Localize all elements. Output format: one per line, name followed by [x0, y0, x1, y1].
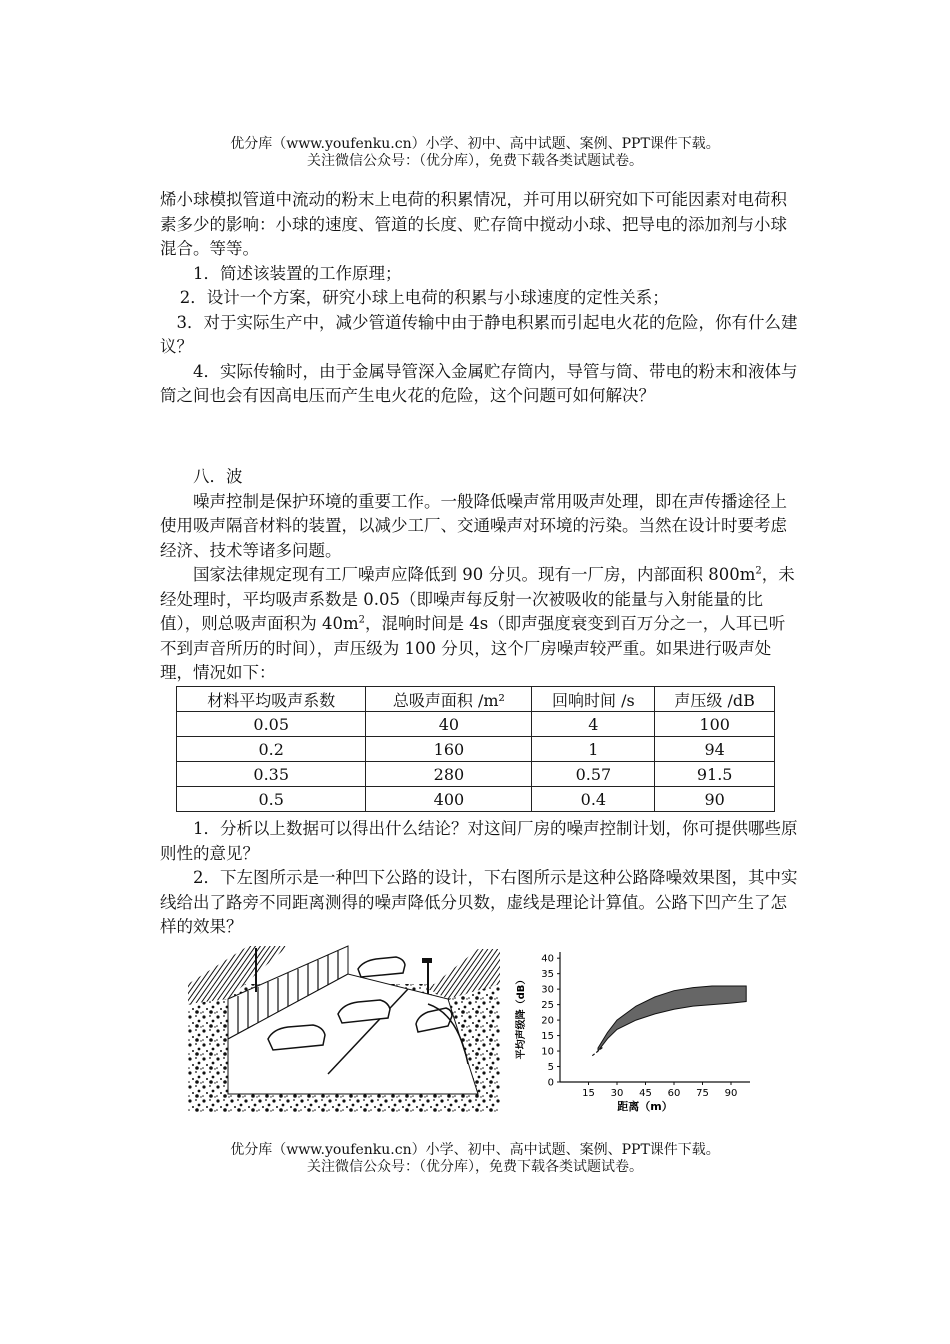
y-tick-label: 30	[541, 984, 554, 996]
y-tick-label: 35	[541, 969, 554, 981]
y-tick-label: 0	[547, 1077, 554, 1089]
x-tick-label: 45	[639, 1088, 652, 1099]
p2-superscript-2: 2	[358, 614, 366, 626]
y-tick-label: 20	[541, 1015, 554, 1027]
x-tick-label: 30	[610, 1088, 624, 1099]
table-cell: 94	[655, 737, 775, 762]
x-axis-label: 距离（m）	[617, 1100, 673, 1113]
section8-question-1: 1．分析以上数据可以得出什么结论？对这间厂房的噪声控制计划，你可提供哪些原则性的意见？	[160, 819, 798, 863]
table-cell: 0.05	[177, 712, 366, 737]
absorption-table	[176, 686, 775, 812]
table-cell: 160	[366, 737, 532, 762]
table-cell: 0.57	[532, 762, 655, 787]
table-header-cell: 声压级 /dB	[655, 687, 775, 712]
noise-reduction-band	[598, 986, 746, 1051]
p2-part-b: ，未经处理时，平均吸声系数是 0.05（即噪声每反射一次被吸收的能量与入射能量的比值），则总吸声面积为 40m	[160, 565, 795, 633]
header-line-2: 关注微信公众号：（优分库），免费下载各类试题试卷。	[307, 153, 643, 169]
table-header-cell: 回响时间 /s	[532, 687, 655, 712]
header-line-1: 优分库（www.youfenku.cn）小学、初中、高中试题、案例、PPT课件下载。	[230, 136, 720, 152]
y-axis-label: 平均声级降（dB）	[516, 974, 527, 1060]
section-7	[160, 188, 800, 409]
x-tick-label: 60	[667, 1088, 681, 1099]
noise-reduction-chart	[510, 940, 770, 1116]
p2-part-c: ，混响时间是 4s（即声强度衰变到百万分之一，人耳已听不到声音所历的时间），声压级为 100 分贝，这个厂房噪声较严重。如果进行吸声处理，情况如下：	[160, 614, 786, 682]
table-row	[177, 787, 775, 812]
p2-part-a: 国家法律规定现有工厂噪声应降低到 90 分贝。现有一厂房，内部面积 800m	[193, 565, 756, 584]
section8-paragraph-2	[160, 563, 800, 686]
footer-line-2: 关注微信公众号：（优分库），免费下载各类试题试卷。	[307, 1159, 643, 1175]
section8-paragraph-1: 噪声控制是保护环境的重要工作。一般降低噪声常用吸声处理，即在声传播途径上使用吸声隔音材料的装置，以减少工厂、交通噪声对环境的污染。当然在设计时要考虑经济、技术等诸多问题。	[160, 491, 787, 560]
section7-question-3: 3．对于实际生产中，减少管道传输中由于静电积累而引起电火花的危险，你有什么建议？	[160, 312, 798, 356]
table-row	[177, 762, 775, 787]
x-tick-label: 15	[582, 1088, 595, 1099]
table-row	[177, 712, 775, 737]
section7-question-2: 2．设计一个方案，研究小球上电荷的积累与小球速度的定性关系；	[179, 288, 669, 307]
car	[358, 957, 405, 977]
p2-superscript-1: 2	[755, 565, 762, 577]
table-cell: 4	[532, 712, 655, 737]
y-tick-label: 40	[541, 953, 554, 965]
table-header-cell: 总吸声面积 /m²	[366, 687, 532, 712]
table-cell: 40	[366, 712, 532, 737]
y-tick-label: 10	[541, 1046, 554, 1058]
y-tick-label: 25	[541, 1000, 554, 1012]
table-cell: 0.4	[532, 787, 655, 812]
section-8-questions	[160, 817, 800, 940]
sunken-road-illustration	[188, 944, 500, 1112]
table-cell: 91.5	[655, 762, 775, 787]
table-cell: 280	[366, 762, 532, 787]
table-cell: 0.5	[177, 787, 366, 812]
section7-question-1: 1．简述该装置的工作原理；	[193, 263, 402, 283]
y-tick-label: 5	[547, 1062, 554, 1074]
section8-title: 八．波	[193, 467, 243, 486]
footer-line-1: 优分库（www.youfenku.cn）小学、初中、高中试题、案例、PPT课件下载。	[230, 1142, 720, 1158]
table-cell: 0.2	[177, 737, 366, 762]
table-cell: 90	[655, 787, 775, 812]
section7-question-4: 4．实际传输时，由于金属导管深入金属贮存筒内，导管与筒、带电的粉末和液体与筒之间也会有因高电压而产生电火花的危险，这个问题可如何解决？	[160, 361, 798, 405]
section7-intro: 烯小球模拟管道中流动的粉末上电荷的积累情况，并可用以研究如下可能因素对电荷积素多少的影响：小球的速度、管道的长度、贮存筒中搅动小球、把导电的添加剂与小球混合。等等。	[160, 190, 787, 258]
table-cell: 0.35	[177, 762, 366, 787]
table-header-cell: 材料平均吸声系数	[177, 687, 366, 712]
table-row	[177, 737, 775, 762]
x-tick-label: 90	[724, 1088, 738, 1099]
y-tick-label: 15	[541, 1031, 554, 1043]
table-header-row	[177, 687, 775, 712]
x-tick-label: 75	[696, 1088, 709, 1099]
table-cell: 400	[366, 787, 532, 812]
section-8	[160, 465, 800, 686]
section8-question-2: 2．下左图所示是一种凹下公路的设计，下右图所示是这种公路降噪效果图，其中实线给出了路旁不同距离测得的噪声降低分贝数，虚线是理论计算值。公路下凹产生了怎样的效果？	[160, 868, 798, 936]
table-cell: 100	[655, 712, 775, 737]
table-cell: 1	[532, 737, 655, 762]
